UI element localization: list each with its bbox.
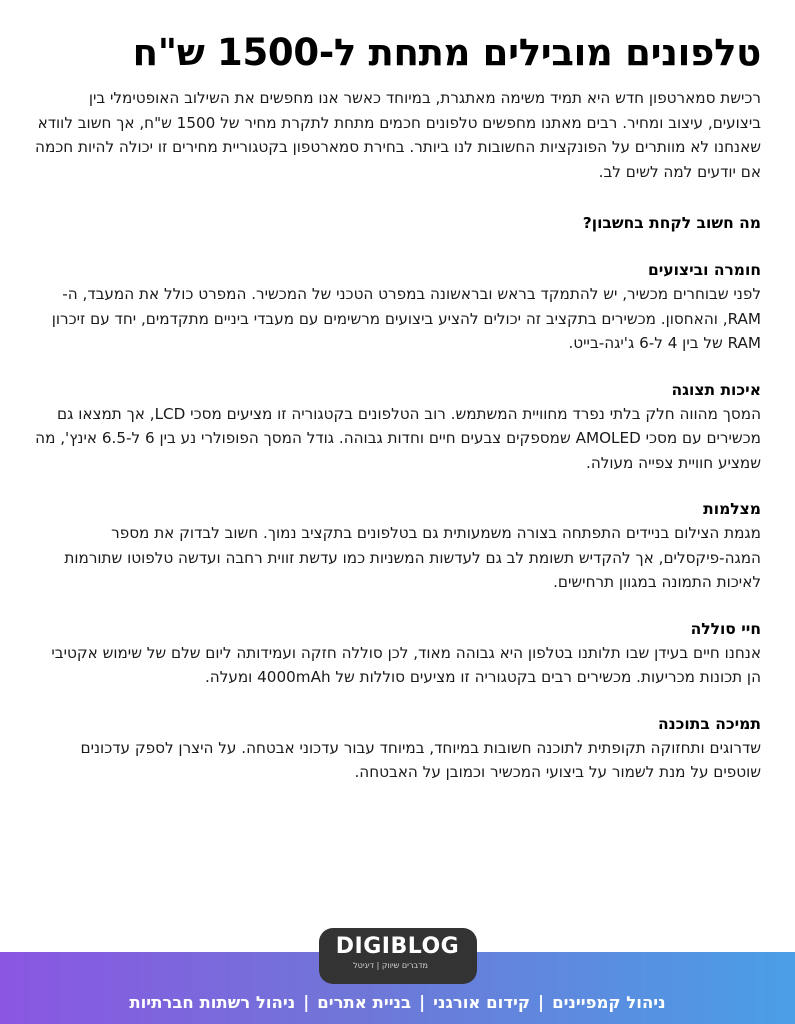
section-heading: חומרה וביצועים [647,261,761,279]
section-heading: איכות תצוגה [671,380,761,399]
page-title: טלפונים מובילים מתחת ל-1500 ש"ח [132,31,761,74]
service-web-building: בניית אתרים [317,993,412,1012]
question-heading: מה חשוב לקחת בחשבון? [582,214,761,232]
section-software [34,712,761,785]
service-separator: | [419,993,426,1012]
logo-tagline: מדברים שיווק | דיגיטל [353,961,428,970]
service-separator: | [538,993,545,1012]
service-seo: קידום אורגני [433,993,531,1012]
section-cameras [34,497,761,595]
section-display [34,378,761,476]
section-body: אנחנו חיים בעידן שבו תלותנו בטלפון היא גבוהה מאוד, לכן סוללה חזקה ועמידותה ליום שלם של שימוש אקטיבי הן תכונות מכריעות. מכשירים רבים בקטגוריה זו מציעים סוללות של 4000mAh ומעלה. [51,643,761,686]
service-social-management: ניהול רשתות חברתיות [129,993,296,1012]
section-hardware [34,258,761,356]
service-campaign-management: ניהול קמפיינים [552,993,666,1012]
section-battery [34,617,761,690]
section-body: מגמת הצילום בניידים התפתחה בצורה משמעותית גם בטלפונים בתקציב נמוך. חשוב לבדוק את מספר המגה-פיקסלים, אך להקדיש תשומת לב גם לעדשות המשניות כמו עדשת זווית רחבה ועדשה טלפוטו שתורמות לאיכות התמונה במגוון תרחישים. [64,524,761,591]
services-list [0,991,795,1015]
intro-paragraph: רכישת סמארטפון חדש היא תמיד משימה מאתגרת, במיוחד כאשר אנו מחפשים את השילוב האופטימלי בין ביצועים, עיצוב ומחיר. רבים מאתנו מחפשים טלפונים חכמים מתחת לתקרת מחיר של 1500 ש"ח, אך חשוב לוודא שאנחנו לא מוותרים על הפונקציות החשובות לנו ביותר. בחירת סמארטפון בקטגוריית מחירים זו יכולה להיות חכמה אם יודעים למה לשים לב. [35,89,761,181]
section-heading: חיי סוללה [690,619,761,638]
section-heading: תמיכה בתוכנה [657,714,761,733]
service-separator: | [303,993,310,1012]
footer-banner [0,934,795,1024]
section-body: המסך מהווה חלק בלתי נפרד מחוויית המשתמש. רוב הטלפונים בקטגוריה זו מציעים מסכי LCD, אך תמצאו גם מכשירים עם מסכי AMOLED שמספקים צבעים חיים וחדות גבוהה. גודל המסך הפופולרי נע בין 6 ל-6.5 אינץ', מה שמציע חוויית צפייה מעולה. [35,404,761,472]
digiblog-logo[interactable] [319,928,477,984]
section-body: לפני שבוחרים מכשיר, יש להתמקד בראש ובראשונה במפרט הטכני של המכשיר. המפרט כולל את המעבד, ה- RAM, והאחסון. מכשירים בתקציב זה יכולים להציע ביצועים מרשימים עם מעבדי ביניים מתקדמים, יחד עם זיכרון RAM של בין 4 ל-6 ג'יגה-בייט. [51,285,761,352]
logo-wordmark: DIGIBLOG [335,934,460,959]
section-heading: מצלמות [703,500,761,518]
section-body: שדרוגים ותחזוקה תקופתית לתוכנה חשובות במיוחד, במיוחד עבור עדכוני אבטחה. על היצרן לספק עדכונים שוטפים על מנת לשמור על ביצועי המכשיר וכמובן על האבטחה. [80,738,761,781]
